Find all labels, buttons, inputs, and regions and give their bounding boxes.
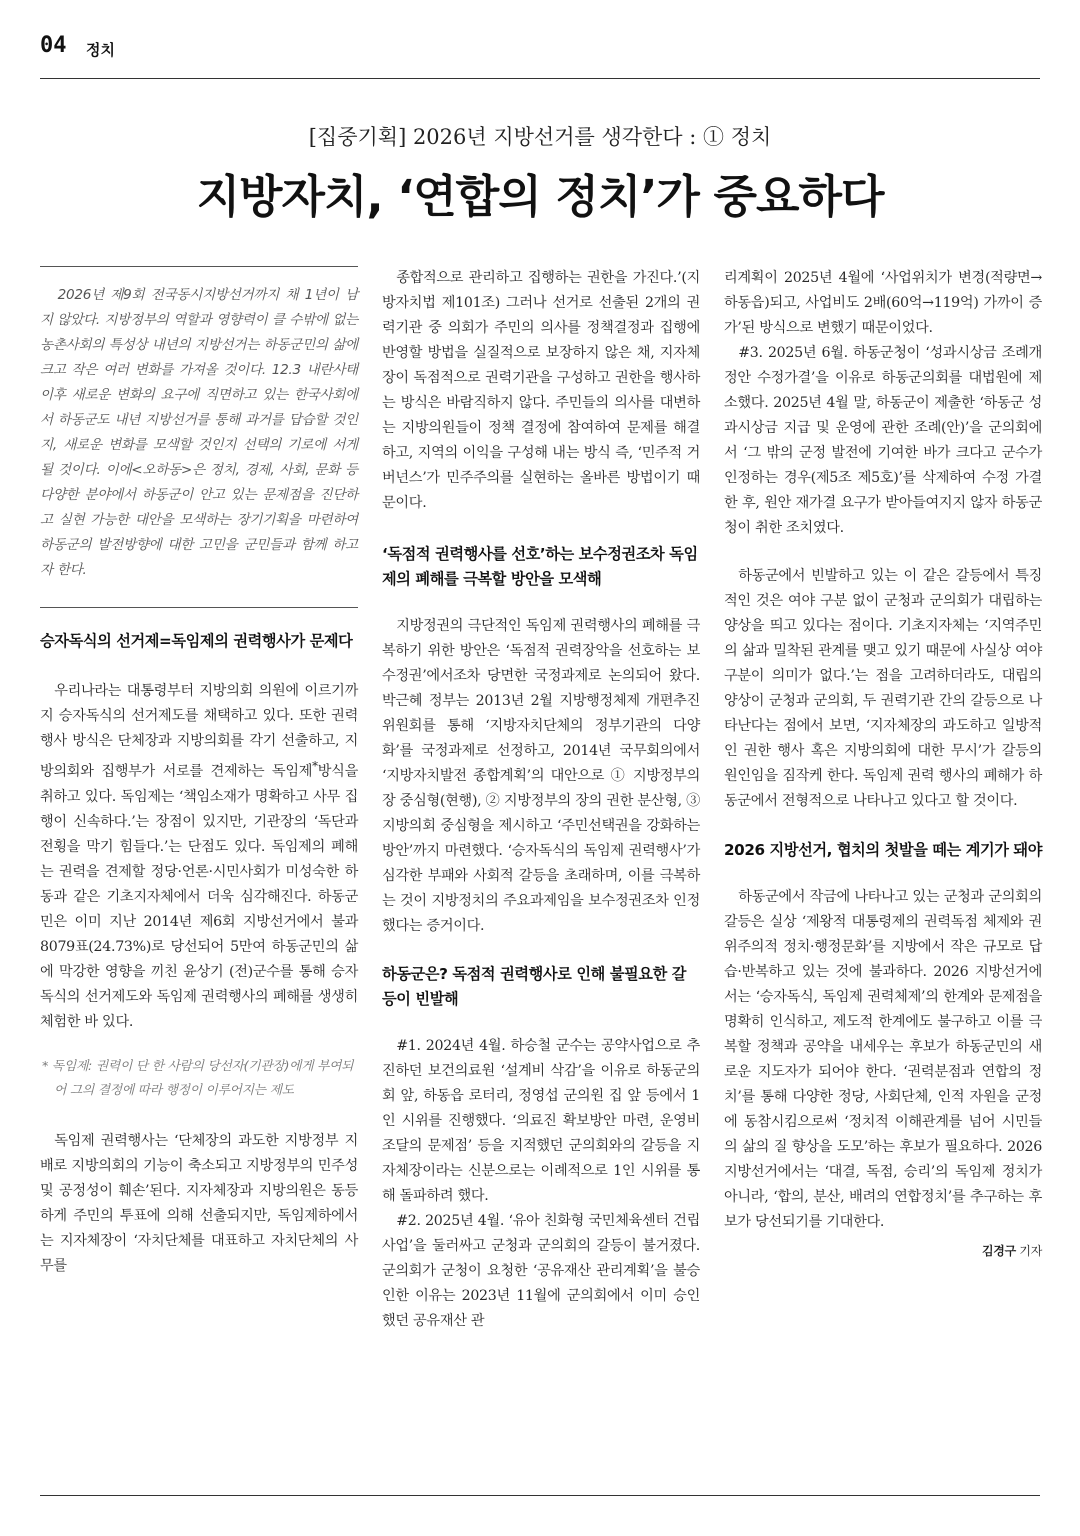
paragraph-1-part-a: 우리나라는 대통령부터 지방의회 의원에 이르기까지 승자독식의 선거제도를 채택하고 있다. 또한 권력행사 방식은 단체장과 지방의회를 각기 선출하고, 지방의회와 집행부가 서로를 견제하는 독임제 bbox=[40, 683, 358, 780]
article-column-2 bbox=[382, 266, 700, 1334]
footer-divider bbox=[40, 1495, 1040, 1496]
byline-name: 김경구 bbox=[982, 1244, 1016, 1258]
footnote: * 독임제: 권력이 단 한 사람의 당선자(기관장)에게 부여되어 그의 결정에 따라 행정이 이루어지는 제도 bbox=[42, 1058, 354, 1098]
subheading-3: 하동군은? 독점적 권력행사로 인해 불필요한 갈등이 빈발해 bbox=[382, 965, 686, 1008]
paragraph-7: 리계획이 2025년 4월에 ‘사업위치가 변경(적량면→하동읍)되고, 사업비도 2배(60억→119억) 가까이 증가’된 방식으로 변했기 때문이었다. bbox=[724, 270, 1042, 336]
paragraph-3: 종합적으로 관리하고 집행하는 권한을 가진다.’(지방자치법 제101조) 그러나 선거로 선출된 2개의 권력기관 중 의회가 주민의 의사를 정책결정과 집행에 반영할 방법을 실질적으로 보장하지 않은 채, 지자체장이 독점적으로 권력기관을 구성하고 권한을 행사하는 방식은 바람직하지 않다. 주민들의 의사를 대변하는 지방의원들이 정책 결정에 참여하여 문제를 해결하고, 지역의 이익을 구성해 내는 방식 즉, ‘민주적 거버넌스’가 민주주의를 실현하는 올바른 방법이기 때문이다. bbox=[382, 270, 700, 511]
paragraph-10: 하동군에서 작금에 나타나고 있는 군청과 군의회의 갈등은 실상 ‘제왕적 대통령제의 권력독점 체제와 권위주의적 정치·행정문화’를 지방에서 작은 규모로 답습·반복하고 있는 것에 불과하다. 2026 지방선거에서는 ‘승자독식, 독임제 권력체제’의 한계와 문제점을 명확히 인식하고, 제도적 한계에도 불구하고 이를 극복할 정책과 공약을 내세우는 후보가 하동군민의 새로운 지도자가 되어야 한다. ‘권력분점과 연합의 정치’를 통해 다양한 정당, 사회단체, 인적 자원을 군정에 동참시킴으로써 ‘정치적 이해관계를 넘어 시민들의 삶의 질 향상을 도모’하는 후보가 필요하다. 2026 지방선거에서는 ‘대결, 독점, 승리’의 독임제 정치가 아니라, ‘합의, 분산, 배려의 연합정치’를 추구하는 후보가 당선되기를 기대한다. bbox=[724, 889, 1042, 1230]
page-number: 04 bbox=[40, 33, 67, 58]
footnote-marker: * bbox=[312, 759, 318, 773]
article-column-3 bbox=[724, 266, 1042, 1264]
page-header bbox=[40, 33, 1040, 77]
article-column-1 bbox=[40, 266, 358, 1279]
section-name: 정치 bbox=[86, 41, 115, 59]
subheading-1: 승자독식의 선거제=독임제의 권력행사가 문제다 bbox=[40, 632, 353, 650]
header-divider bbox=[40, 78, 1040, 79]
article-kicker: [집중기획] 2026년 지방선거를 생각한다 : ① 정치 bbox=[308, 125, 772, 149]
intro-top-rule bbox=[40, 266, 358, 267]
article-headline: 지방자치, ‘연합의 정치’가 중요하다 bbox=[196, 170, 884, 223]
paragraph-1-part-b: 방식을 취하고 있다. 독임제는 ‘책임소재가 명확하고 사무 집행이 신속하다.’는 장점이 있지만, 기관장의 ‘독단과 전횡을 막기 힘들다.’는 단점도 있다. 독임제의 폐해는 권력을 견제할 정당·언론·시민사회가 미성숙한 하동과 같은 기초지자체에서 더욱 심각해진다. 하동군민은 이미 지난 2014년 제6회 지방선거에서 불과 8079표(24.73%)로 당선되어 5만여 하동군민의 삶에 막강한 영향을 끼친 윤상기 (전)군수를 통해 승자독식의 선거제도와 독임제 권력행사의 폐해를 생생히 체험한 바 있다. bbox=[40, 763, 358, 1030]
subheading-4: 2026 지방선거, 협치의 첫발을 떼는 계기가 돼야 bbox=[724, 841, 1042, 859]
paragraph-8: #3. 2025년 6월. 하동군청이 ‘성과시상금 조례개정안 수정가결’을 이유로 하동군의회를 대법원에 제소했다. 2025년 4월 말, 하동군이 제출한 ‘하동군 성과시상금 지급 및 운영에 관한 조례(안)’을 군의회에서 ‘그 밖의 군정 발전에 기여한 바가 크다고 군수가 인정하는 경우(제5조 제5호)’를 삭제하여 수정 가결한 후, 원안 재가결 요구가 받아들여지지 않자 하동군청이 취한 조치였다. bbox=[724, 345, 1042, 536]
paragraph-9: 하동군에서 빈발하고 있는 이 같은 갈등에서 특징적인 것은 여야 구분 없이 군청과 군의회가 대립하는 양상을 띄고 있다는 점이다. 기초지자체는 ‘지역주민의 삶과 밀착된 관계를 맺고 있기 때문에 사실상 여야 구분이 의미가 없다.’는 점을 고려하더라도, 대립의 양상이 군청과 군의회, 두 권력기관 간의 갈등으로 나타난다는 점에서 보면, ‘지자체장의 과도하고 일방적인 권한 행사 혹은 지방의회에 대한 무시’가 갈등의 원인임을 짐작케 한다. 독임제 권력 행사의 폐해가 하동군에서 전형적으로 나타나고 있다고 할 것이다. bbox=[724, 568, 1042, 809]
paragraph-2: 독임제 권력행사는 ‘단체장의 과도한 지방정부 지배로 지방의회의 기능이 축소되고 지방정부의 민주성 및 공정성이 훼손’된다. 지자체장과 지방의원은 동등하게 주민의 투표에 의해 선출되지만, 독임제하에서는 지자체장이 ‘자치단체를 대표하고 자치단체의 사무를 bbox=[40, 1132, 358, 1274]
intro-bottom-rule bbox=[40, 607, 358, 608]
paragraph-5: #1. 2024년 4월. 하승철 군수는 공약사업으로 추진하던 보건의료원 ‘설계비 삭감’을 이유로 하동군의회 앞, 하동읍 로터리, 정영섭 군의원 집 앞 등에서 1인 시위를 진행했다. ‘의료진 확보방안 마련, 운영비 조달의 문제점’ 등을 지적했던 군의회와의 갈등을 지자체장이라는 신분으로는 이례적으로 1인 시위를 통해 돌파하려 했다. bbox=[382, 1038, 700, 1204]
subheading-2: ‘독점적 권력행사를 선호’하는 보수정권조차 독임제의 폐해를 극복할 방안을 모색해 bbox=[382, 545, 698, 588]
byline bbox=[724, 1239, 1042, 1264]
byline-role: 기자 bbox=[1019, 1244, 1042, 1258]
paragraph-4: 지방정권의 극단적인 독임제 권력행사의 폐해를 극복하기 위한 방안은 ‘독점적 권력장악을 선호하는 보수정권’에서조차 당면한 국정과제로 논의되어 왔다. 박근혜 정부는 2013년 2월 지방행정체제 개편추진위원회를 통해 ‘지방자치단체의 정부기관의 다양화’를 국정과제로 선정하고, 2014년 국무회의에서 ‘지방자치발전 종합계획’의 대안으로 ① 지방정부의 장 중심형(현행), ② 지방정부의 장의 권한 분산형, ③ 지방의회 중심형을 제시하고 ‘주민선택권을 강화하는 방안’까지 마련했다. ‘승자독식의 독임제 권력행사’가 심각한 부패와 사회적 갈등을 초래하며, 이를 극복하는 것이 지방정치의 주요과제임을 보수정권조차 인정했다는 증거이다. bbox=[382, 618, 700, 934]
paragraph-6: #2. 2025년 4월. ‘유아 친화형 국민체육센터 건립 사업’을 둘러싸고 군청과 군의회의 갈등이 불거졌다. 군의회가 군청이 요청한 ‘공유재산 관리계획’을 불승인한 이유는 2023년 11월에 군의회에서 이미 승인했던 공유재산 관 bbox=[382, 1213, 700, 1329]
paragraph-1 bbox=[40, 679, 358, 1035]
article-intro: 2026년 제9회 전국동시지방선거까지 채 1년이 남지 않았다. 지방정부의 역할과 영향력이 클 수밖에 없는 농촌사회의 특성상 내년의 지방선거는 하동군민의 삶에 크고 작은 여러 변화를 가져올 것이다. 12.3 내란사태 이후 새로운 변화의 요구에 직면하고 있는 한국사회에서 하동군도 내년 지방선거를 통해 과거를 답습할 것인지, 새로운 변화를 모색할 것인지 선택의 기로에 서게 될 것이다. 이에<오하동>은 정치, 경제, 사회, 문화 등 다양한 분야에서 하동군이 안고 있는 문제점을 진단하고 실현 가능한 대안을 모색하는 장기기획을 마련하여 하동군의 발전방향에 대한 고민을 군민들과 함께 하고자 한다. bbox=[40, 287, 358, 578]
